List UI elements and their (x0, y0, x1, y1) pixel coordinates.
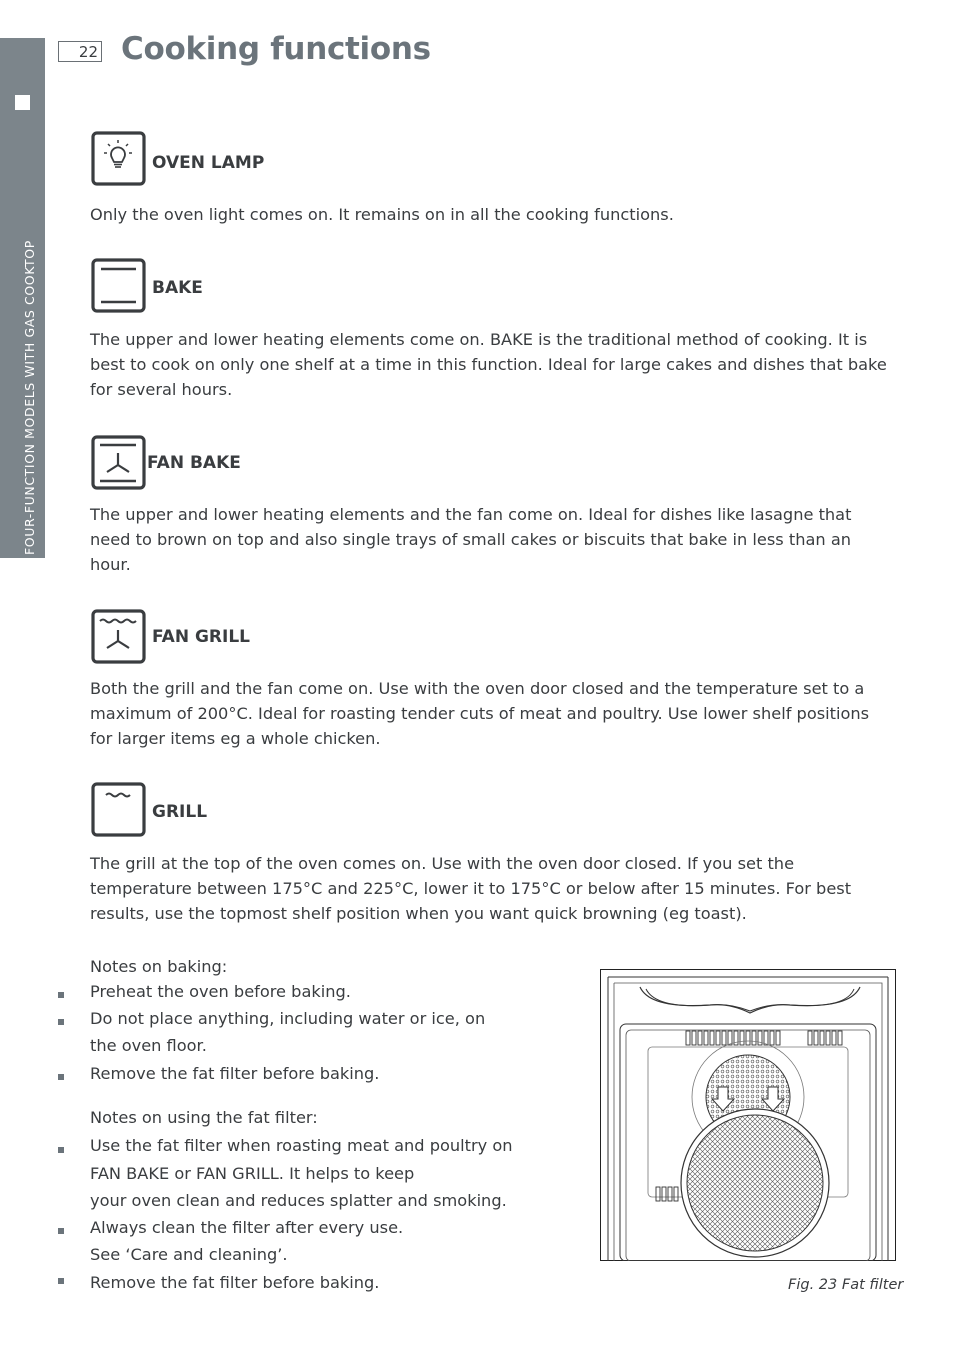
grill-label: GRILL (152, 802, 208, 822)
fan-grill-description: Both the grill and the fan come on. Use with the oven door closed and the temperature set to a maximum of 200°C. Ideal for roasting tender cuts of meat and poultry. Use lower shelf positions for larger items eg a whole chicken. (90, 679, 870, 748)
grill-description: The grill at the top of the oven comes on. Use with the oven door closed. If you set the temperature between 175°C and 225°C, lower it to 175°C or below after 15 minutes. For best results, use the topmost shelf position when you want quick browning (eg toast). (90, 854, 852, 923)
fan-bake-label: FAN BAKE (147, 453, 241, 473)
notes-baking-item: Preheat the oven before baking. (90, 982, 351, 1001)
notes-filter-item-cont: FAN BAKE or FAN GRILL. It helps to keep (90, 1164, 415, 1183)
oven-lamp-label: OVEN LAMP (152, 153, 265, 173)
notes-filter-item: Use the fat filter when roasting meat and poultry on (90, 1136, 513, 1155)
bullet-marker (58, 1147, 64, 1153)
side-tab-marker (15, 95, 30, 110)
notes-filter-item: Always clean the filter after every use. (90, 1218, 404, 1237)
bullet-marker (58, 1019, 64, 1025)
side-tab (0, 38, 45, 558)
notes-filter-item: Remove the fat filter before baking. (90, 1273, 380, 1292)
fat-filter-illustration (600, 969, 896, 1261)
fan-bake-icon (90, 435, 146, 491)
page-title: Cooking functions (121, 31, 431, 67)
side-tab-label: FOUR-FUNCTION MODELS WITH GAS COOKTOP (22, 240, 37, 555)
bullet-marker (58, 992, 64, 998)
page-number: 22 (58, 41, 102, 62)
notes-filter-item-cont: your oven clean and reduces splatter and smoking. (90, 1191, 507, 1210)
grill-icon (90, 782, 146, 838)
oven-lamp-description: Only the oven light comes on. It remains on in all the cooking functions. (90, 205, 674, 224)
bake-description: The upper and lower heating elements come on. BAKE is the traditional method of cooking. It is best to cook on only one shelf at a time in this function. Ideal for large cakes and dishes that bake for several hours. (90, 330, 887, 399)
bake-icon (90, 258, 146, 314)
bullet-marker (58, 1074, 64, 1080)
bullet-marker (58, 1228, 64, 1234)
notes-baking-item-cont: the oven floor. (90, 1036, 207, 1055)
fan-bake-description: The upper and lower heating elements and the fan come on. Ideal for dishes like lasagne that need to brown on top and also single trays of small cakes or biscuits that bake in less than an hour. (90, 505, 852, 574)
bullet-marker (58, 1278, 64, 1284)
figure-caption: Fig. 23 Fat filter (788, 1277, 904, 1293)
notes-filter-heading: Notes on using the fat filter: (90, 1108, 318, 1127)
notes-baking-item: Do not place anything, including water or ice, on (90, 1009, 486, 1028)
notes-baking-item: Remove the fat filter before baking. (90, 1064, 380, 1083)
notes-baking-heading: Notes on baking: (90, 957, 228, 976)
notes-filter-item-cont: See ‘Care and cleaning’. (90, 1245, 288, 1264)
fan-grill-label: FAN GRILL (152, 627, 250, 647)
fan-grill-icon (90, 609, 146, 665)
oven-lamp-icon (90, 131, 146, 187)
bake-label: BAKE (152, 278, 203, 298)
